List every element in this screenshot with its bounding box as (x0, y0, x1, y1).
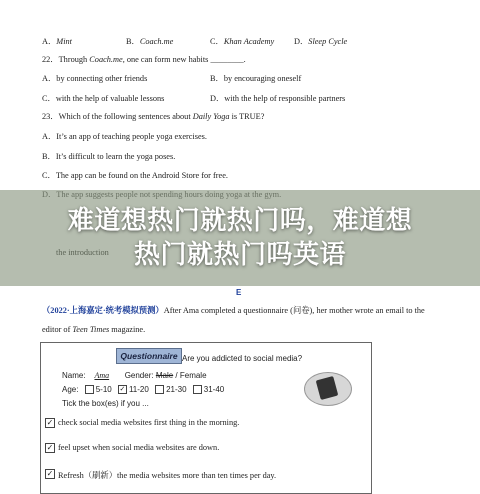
banner-title-line-2: 热门就热门吗英语 (133, 240, 346, 270)
q22-option-a: A．by connecting other friends (42, 74, 148, 83)
q21-option-b: B．Coach.me (126, 37, 174, 46)
questionnaire-item-0: check social media websites first thing in the morning. (58, 418, 240, 427)
age-checkbox-3[interactable] (193, 385, 202, 394)
section-e-intro-line-2: editor of Teen Times magazine. (42, 325, 146, 334)
q23-option-a: A．It’s an app of teaching people yoga exercises. (42, 132, 207, 141)
q21-option-a: A．Mint (42, 37, 72, 46)
questionnaire-item-2: Refresh（刷新）the media websites more than ten times per day. (58, 471, 277, 480)
question-22: 22．Through Coach.me, one can form new habits ________. (42, 55, 246, 64)
tick-instruction: Tick the box(es) if you ... (62, 399, 149, 408)
item-checkbox-2[interactable]: ✓ (46, 469, 54, 478)
questionnaire-question: Are you addicted to social media? (182, 354, 303, 363)
q21-option-c: C．Khan Academy (210, 37, 275, 46)
age-checkbox-1[interactable]: ✓ (119, 386, 126, 394)
q22-option-c: C．with the help of valuable lessons (42, 94, 165, 103)
item-checkbox-0[interactable]: ✓ (46, 418, 54, 427)
item-checkbox-1[interactable]: ✓ (46, 443, 54, 452)
q22-option-d: D．with the help of responsible partners (210, 94, 346, 103)
name-value: Ama (94, 371, 110, 380)
questionnaire-item-1: feel upset when social media websites are down. (58, 443, 220, 452)
title-banner (0, 190, 480, 286)
q23-option-c: C．The app can be found on the Android Store for free. (42, 171, 228, 180)
section-letter: E (236, 288, 242, 297)
age-checkbox-0[interactable] (85, 385, 94, 394)
questionnaire-label: Questionnaire (116, 348, 182, 364)
gender-male: Male (155, 371, 174, 380)
age-row: Age: 5-10 ✓ 11-20 21-30 31-40 (62, 385, 225, 394)
q23-option-b: B．It’s difficult to learn the yoga poses. (42, 152, 176, 161)
age-checkbox-2[interactable] (155, 385, 164, 394)
banner-title-line-1: 难道想热门就热门吗，难道想 (67, 206, 413, 236)
name-row: Name: Ama Gender: Male / Female (62, 371, 207, 380)
question-23: 23．Which of the following sentences about Daily Yoga is TRUE? (42, 112, 265, 121)
section-e-intro-line-1: （2022·上海嘉定·统考模拟预测）After Ama completed a questionnaire (问卷), her mother wrote an email to the (42, 306, 425, 315)
q22-option-b: B．by encouraging oneself (210, 74, 302, 83)
q21-option-d: D．Sleep Cycle (294, 37, 348, 46)
